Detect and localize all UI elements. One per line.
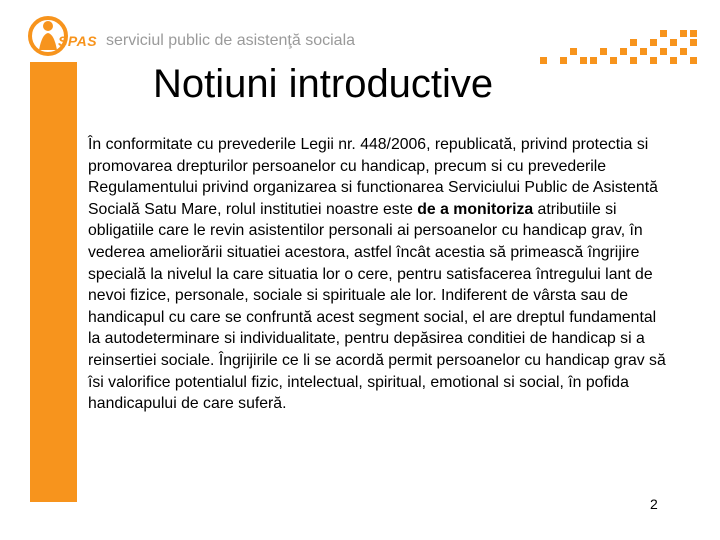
logo-text: SPAS: [58, 33, 98, 49]
decorative-mosaic: [530, 28, 700, 68]
body-text-start: În conformitate cu prevederile Legii nr. 448/2006, republicată, privind protectia si promovarea drepturilor persoanelor cu handicap, precum si cu prevederile Regulamentului privind organizarea si functionarea Serviciului Public de Asistentă Socială Satu Mare, rolul institutiei noastre este: [88, 136, 658, 218]
tagline: serviciul public de asistenţă sociala: [106, 32, 356, 49]
body-text-emphasis: de a monitoriza: [417, 200, 534, 218]
page-number: 2: [650, 496, 658, 512]
body-text-end: atributiile si obligatiile care le revin asistentilor personali ai persoanelor cu handicap grav, în vederea ameliorării situatiei acestora, astfel încât acestia să primească îngrijire specială la nivelul la care situatia lor o cere, pentru satisfacerea întregului lant de nevoi fizice, personale, sociale si spirituale ale lor. Indiferent de vârsta sau de handicapul cu care se confruntă acest segment social, el are dreptul fundamental la autodeterminare si individualitate, pentru depăsirea conditiei de handicap si a reinsertiei sociale. Îngrijirile ce li se acordă permit persoanelor cu handicap grav să îsi valorifice potentialul fizic, intelectual, spiritual, emotional si social, în pofida handicapului de care suferă.: [88, 200, 666, 413]
body-paragraph: [88, 134, 668, 415]
left-accent-bar: [30, 62, 77, 502]
slide-title: Notiuni introductive: [153, 62, 494, 106]
